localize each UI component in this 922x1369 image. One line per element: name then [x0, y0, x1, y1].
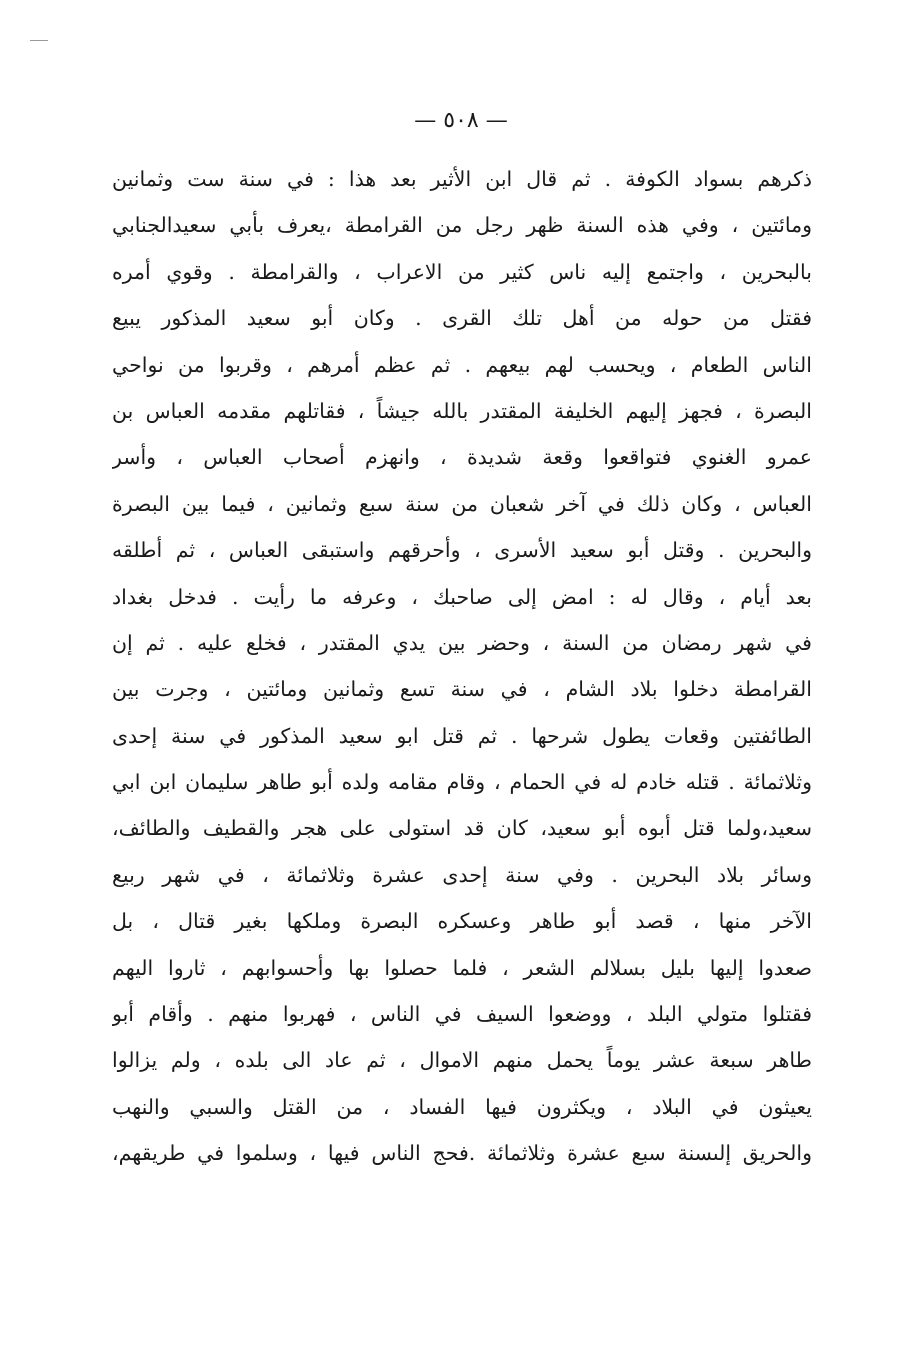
- body-text: [112, 156, 812, 1177]
- text-line: صعدوا إليها بليل بسلالم الشعر ، فلما حصلوا بها وأحسوابهم ، ثاروا اليهم: [112, 955, 812, 980]
- text-line: بعد أيام ، وقال له : امض إلى صاحبك ، وعرفه ما رأيت . فدخل بغداد: [112, 584, 812, 609]
- text-line: الطائفتين وقعات يطول شرحها . ثم قتل ابو سعيد المذكور في سنة إحدى: [112, 723, 812, 748]
- scan-artifact-mark: [30, 40, 48, 41]
- text-line: طاهر سبعة عشر يوماً يحمل منهم الاموال ، ثم عاد الى بلده ، ولم يزالوا: [112, 1048, 812, 1073]
- text-line: وثلاثمائة . قتله خادم له في الحمام ، وقام مقامه ولده أبو طاهر سليمان ابن ابي: [112, 770, 812, 795]
- text-line: ومائتين ، وفي هذه السنة ظهر رجل من القرامطة ،يعرف بأبي سعيدالجنابي: [112, 213, 812, 238]
- text-line: عمرو الغنوي فتواقعوا وقعة شديدة ، وانهزم أصحاب العباس ، وأسر: [112, 445, 812, 470]
- text-line: فقتل من حوله من أهل تلك القرى . وكان أبو سعيد المذكور يبيع: [112, 306, 812, 331]
- text-line: ذكرهم بسواد الكوفة . ثم قال ابن الأثير بعد هذا : في سنة ست وثمانين: [112, 167, 812, 191]
- text-line: والبحرين . وقتل أبو سعيد الأسرى ، وأحرقهم واستبقى العباس ، ثم أطلقه: [112, 538, 812, 563]
- text-line: فقتلوا متولي البلد ، ووضعوا السيف في الناس ، فهربوا منهم . وأقام أبو: [112, 1002, 812, 1027]
- text-line: بالبحرين ، واجتمع إليه ناس كثير من الاعراب ، والقرامطة . وقوي أمره: [112, 259, 812, 284]
- text-line: سعيد،ولما قتل أبوه أبو سعيد، كان قد استولى على هجر والقطيف والطائف،: [112, 816, 812, 841]
- text-line: والحريق إلىسنة سبع عشرة وثلاثمائة .فحج الناس فيها ، وسلموا في طريقهم،: [112, 1141, 812, 1166]
- text-line: القرامطة دخلوا بلاد الشام ، في سنة تسع وثمانين ومائتين ، وجرت بين: [112, 677, 812, 702]
- text-line: الناس الطعام ، ويحسب لهم بيعهم . ثم عظم أمرهم ، وقربوا من نواحي: [112, 352, 812, 377]
- text-line: الآخر منها ، قصد أبو طاهر وعسكره البصرة وملكها بغير قتال ، بل: [112, 909, 812, 934]
- text-line: يعيثون في البلاد ، ويكثرون فيها الفساد ، من القتل والسبي والنهب: [112, 1094, 812, 1119]
- text-line: العباس ، وكان ذلك في آخر شعبان من سنة سبع وثمانين ، فيما بين البصرة: [112, 491, 812, 516]
- text-line: البصرة ، فجهز إليهم الخليفة المقتدر بالله جيشاً ، فقاتلهم مقدمه العباس بن: [112, 398, 812, 423]
- page-number: — ٥٠٨ —: [414, 108, 508, 133]
- text-line: وسائر بلاد البحرين . وفي سنة إحدى عشرة وثلاثمائة ، في شهر ربيع: [112, 862, 812, 887]
- text-line: في شهر رمضان من السنة ، وحضر بين يدي المقتدر ، فخلع عليه . ثم إن: [112, 630, 812, 655]
